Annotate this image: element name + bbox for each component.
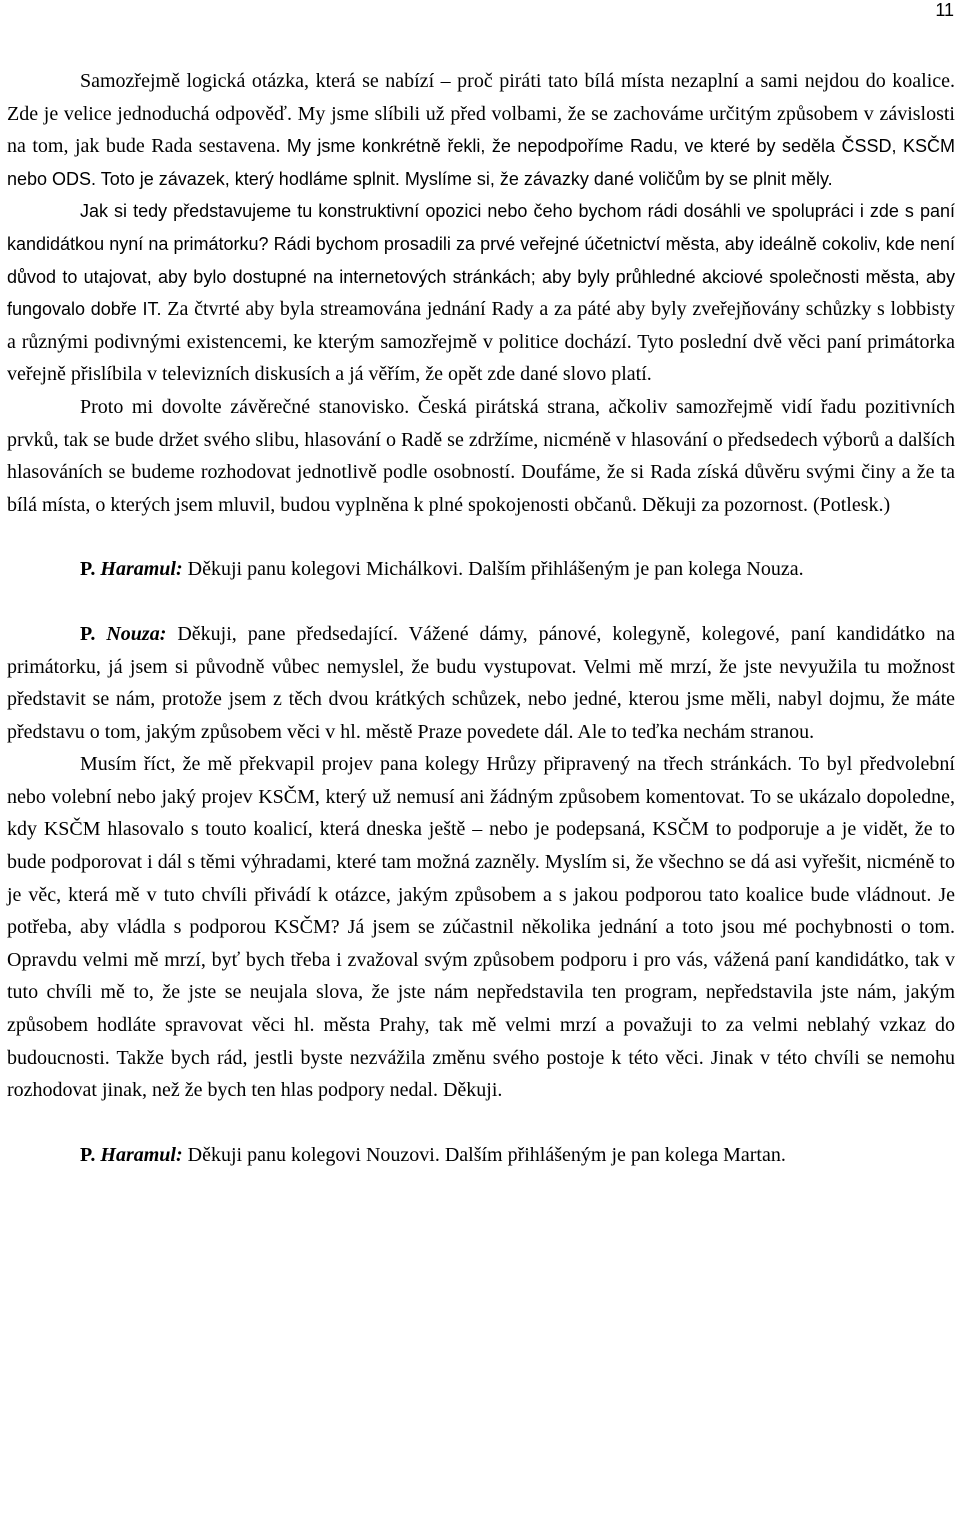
speaker-label [80, 558, 183, 580]
speaker-name: Nouza: [106, 622, 167, 645]
speaker-label [80, 623, 166, 645]
text-run: Děkuji, pane předsedající. Vážené dámy, pánové, kolegyně, kolegové, paní kandidátko na primátorku, já jsem si původně vůbec nemyslel, že budu vystupovat. Velmi mě mrzí, že jste nevyužila tu možnost představit se nám, protože jsem z těch dvou krátkých schůzek, nebo jedné, kterou jsme měli, nabyl dojmu, že máte představu o tom, jakým způsobem věci v hl. městě Praze povedete dál. Ale to teďka nechám stranou. [7, 622, 955, 743]
text-run: Rádi bychom prosadili za prvé veřejné účetnictví města, aby ideálně cokoliv, kde není důvod to utajovat, aby bylo dostupné na internetových stránkách; aby byly průhledné akciové společnosti města, aby fungovalo dobře IT. [7, 233, 955, 320]
paragraph-gap [7, 586, 955, 618]
speaker-paragraph [7, 1139, 955, 1172]
text-run: Musím říct, že mě překvapil projev pana kolegy Hrůzy připravený na třech stránkách. To byl předvolební nebo volební nebo jaký projev KSČM, který už nemusí ani žádným způsobem komentovat. To se ukázalo dopoledne, kdy KSČM hlasovalo s touto koalicí, která dneska ještě – nebo je podepsaná, KSČM to podporuje a je vidět, že to bude podporovat i dál s těmi výhradami, které tam možná zazněly. Myslím si, že všechno se dá asi vyřešit, nicméně to je věc, která mě v tuto chvíli přivádí k otázce, jakým způsobem a s jakou podporou tato koalice bude vládnout. Je potřeba, aby vládla s podporou KSČM? Já jsem se zúčastnil několika jednání a toto jsou mé pochybnosti o tom. Opravdu velmi mě mrzí, byť bych třeba i zvažoval svým způsobem podporu i pro vás, vážená paní kandidátko, tak v tuto chvíli mě to, že jste se neujala slova, že jste nám nepředstavila ten program, nepředstavila jste nám, jakým způsobem hodláte spravovat věci hl. města Prahy, tak mě velmi mrzí a považuji to za velmi neblahý vzkaz do budoucnosti. Takže bych rád, jestli byste nezvážila změnu svého postoje k této věci. Jinak v této chvíli se nemohu rozhodovat jinak, než že bych ten hlas podpory nedal. Děkuji. [7, 753, 955, 1102]
text-run: Děkuji panu kolegovi Nouzovi. Dalším přihlášeným je pan kolega Martan. [182, 1143, 786, 1166]
speaker-prefix: P. [80, 1143, 101, 1166]
paragraph-gap [7, 521, 955, 553]
paragraph [7, 748, 955, 1107]
paragraph [7, 195, 955, 391]
speaker-label [80, 1144, 183, 1166]
speaker-paragraph [7, 618, 955, 748]
speaker-prefix: P. [80, 622, 107, 645]
text-run: Děkuji panu kolegovi Michálkovi. Dalším přihlášeným je pan kolega Nouza. [182, 558, 804, 581]
paragraph [7, 65, 955, 195]
paragraph-gap [7, 1107, 955, 1139]
document-body [7, 65, 955, 1171]
speaker-paragraph [7, 553, 955, 586]
speaker-prefix: P. [80, 558, 101, 581]
text-run: Proto mi dovolte závěrečné stanovisko. Česká pirátská strana, ačkoliv samozřejmě vidí řadu pozitivních prvků, tak se bude držet svého slibu, hlasování o Radě se zdržíme, nicméně v hlasování o předsedech výborů a dalších hlasováních se budeme rozhodovat jednotlivě podle osobností. Doufáme, že si Rada získá důvěru svými činy a že ta bílá místa, o kterých jsem mluvil, budou vyplněna k plné spokojenosti občanů. Děkuji za pozornost. (Potlesk.) [7, 395, 955, 516]
text-run: Jak si tedy představujeme tu konstruktivní opozici nebo čeho bychom rádi dosáhli ve spolupráci i zde s paní kandidátkou nyní na primátorku? [7, 201, 955, 254]
text-run: My jsme konkrétně řekli, že nepodpoříme Radu, ve které by seděla ČSSD, KSČM nebo ODS. Toto je závazek, který hodláme splnit. Myslíme si, že závazky dané voličům by se plnit měly. [7, 136, 955, 189]
paragraph [7, 391, 955, 521]
page-number: 11 [935, 0, 954, 20]
text-run: Za čtvrté aby byla streamována jednání Rady a za páté aby byly zveřejňovány schůzky s lobbisty a různými podivnými existencemi, ke kterým samozřejmě v politice dochází. Tyto poslední dvě věci paní primátorka veřejně přislíbila v televizních diskusích a já věřím, že opět zde dané slovo platí. [7, 298, 955, 386]
speaker-name: Haramul: [100, 558, 183, 581]
speaker-name: Haramul: [100, 1143, 183, 1166]
text-run: Samozřejmě logická otázka, která se nabízí – proč piráti tato bílá místa nezaplní a sami nejdou do koalice. Zde je velice jednoduchá odpověď. My jsme slíbili už před volbami, že se zachováme určitým způsobem v závislosti na tom, jak bude Rada sestavena. [7, 70, 955, 158]
